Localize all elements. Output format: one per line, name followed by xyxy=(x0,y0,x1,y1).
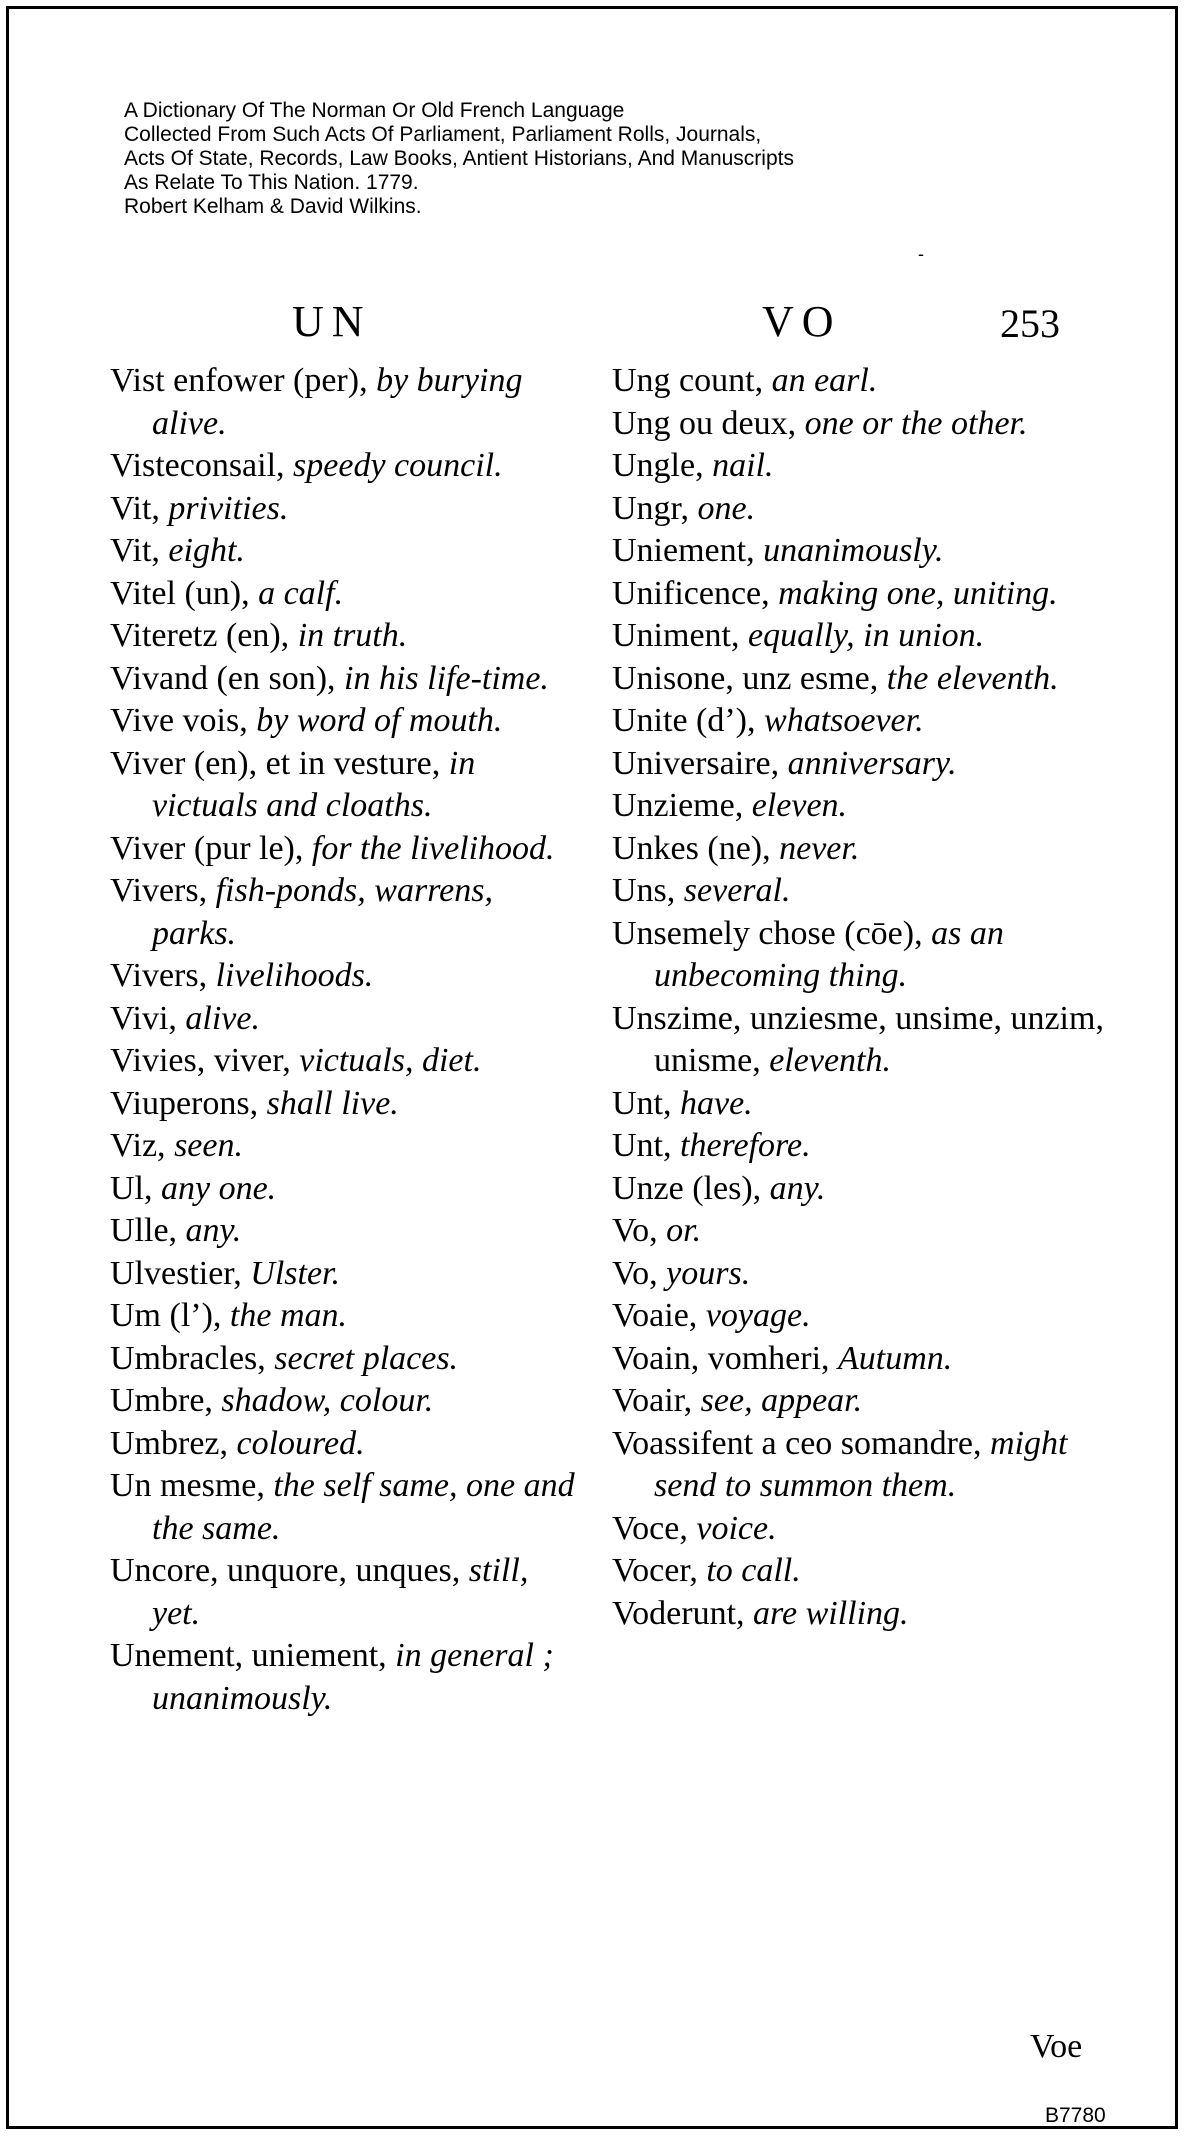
definition: see, appear. xyxy=(700,1382,863,1419)
dictionary-entry xyxy=(110,658,580,701)
definition: whatsoever. xyxy=(764,702,924,739)
dictionary-entry xyxy=(612,403,1112,446)
definition: an earl. xyxy=(771,362,878,399)
dictionary-entry xyxy=(612,1168,1112,1211)
running-head-right: VO xyxy=(762,297,842,346)
dictionary-entry xyxy=(110,1253,580,1296)
header-line: Acts Of State, Records, Law Books, Antient Historians, And Manuscripts xyxy=(124,147,794,170)
dictionary-entry xyxy=(110,743,580,828)
definition: by word of mouth. xyxy=(256,702,503,739)
dictionary-entry xyxy=(110,998,580,1041)
dictionary-entry xyxy=(110,1635,580,1720)
definition: coloured. xyxy=(236,1424,365,1462)
definition: shadow, colour. xyxy=(221,1382,434,1419)
headword: Universaire, xyxy=(612,744,788,782)
dictionary-entry xyxy=(110,828,580,871)
left-column xyxy=(110,360,580,1720)
definition: making one, uniting. xyxy=(778,574,1058,612)
headword: Unt, xyxy=(612,1084,680,1122)
headword: Unkes (ne), xyxy=(612,829,780,867)
headword: Viteretz (en), xyxy=(110,617,298,654)
header-line: As Relate To This Nation. 1779. xyxy=(124,171,419,194)
dictionary-entry xyxy=(612,743,1112,786)
headword: Ulle, xyxy=(110,1212,186,1249)
headword: Voce, xyxy=(612,1509,697,1547)
dictionary-entry xyxy=(110,1210,580,1253)
headword: Um (l’), xyxy=(110,1297,230,1334)
headword: Vist enfower (per), xyxy=(110,362,377,399)
dictionary-entry xyxy=(110,1040,580,1083)
dictionary-entry xyxy=(110,530,580,573)
headword: Uniement, xyxy=(612,532,764,569)
dictionary-entry xyxy=(110,955,580,998)
headword: Viver (en), et in vesture, xyxy=(110,744,449,782)
definition: alive. xyxy=(185,999,260,1037)
definition: or. xyxy=(666,1212,702,1249)
headword: Vivers, xyxy=(110,872,216,909)
dictionary-entry xyxy=(612,998,1112,1083)
dictionary-entry xyxy=(110,488,580,531)
definition: secret places. xyxy=(274,1339,459,1377)
right-column xyxy=(612,360,1112,1635)
definition: Ulster. xyxy=(250,1254,341,1292)
headword: Vivand (en son), xyxy=(110,659,345,697)
definition: livelihoods. xyxy=(215,957,374,994)
dictionary-entry xyxy=(612,530,1112,573)
headword: Umbrez, xyxy=(110,1424,237,1462)
headword: Uniment, xyxy=(612,617,748,654)
dictionary-entry xyxy=(110,1168,580,1211)
definition: might send to summon them. xyxy=(654,1424,1068,1504)
definition: in truth. xyxy=(297,617,408,654)
definition: any. xyxy=(769,1169,826,1207)
headword: Voassifent a ceo somandre, xyxy=(612,1424,990,1462)
headword: Vivi, xyxy=(110,999,186,1037)
headword: Visteconsail, xyxy=(110,447,294,484)
definition: voyage. xyxy=(705,1297,811,1334)
headword: Ungle, xyxy=(612,447,713,484)
definition: in his life-time. xyxy=(344,659,549,697)
dictionary-entry xyxy=(110,615,580,658)
dictionary-entry xyxy=(612,488,1112,531)
definition: in victuals and cloaths. xyxy=(152,744,476,824)
definition: eleventh. xyxy=(769,1042,891,1079)
dictionary-entry xyxy=(110,1550,580,1635)
headword: Vocer, xyxy=(612,1552,707,1589)
dictionary-entry xyxy=(612,785,1112,828)
definition: fish-ponds, warrens, parks. xyxy=(152,872,493,952)
dictionary-entry xyxy=(612,1593,1112,1636)
definition: eight. xyxy=(168,532,245,569)
running-head-left: UN xyxy=(292,297,372,346)
dictionary-entry xyxy=(612,1083,1112,1126)
dictionary-entry xyxy=(110,870,580,955)
definition: any one. xyxy=(161,1169,277,1207)
dictionary-entry xyxy=(612,1210,1112,1253)
dictionary-entry xyxy=(612,913,1112,998)
headword: Vivies, viver, xyxy=(110,1042,300,1079)
dictionary-entry xyxy=(612,700,1112,743)
definition: in general ; unanimously. xyxy=(152,1637,554,1717)
definition: unanimously. xyxy=(763,532,944,569)
dictionary-entry xyxy=(612,828,1112,871)
definition: the eleventh. xyxy=(886,659,1059,697)
definition: privities. xyxy=(168,489,289,527)
definition: for the livelihood. xyxy=(311,829,555,867)
headword: Un mesme, xyxy=(110,1467,274,1504)
dictionary-entry xyxy=(612,573,1112,616)
dictionary-entry xyxy=(612,1508,1112,1551)
headword: Vo, xyxy=(612,1254,667,1292)
headword: Voair, xyxy=(612,1382,701,1419)
header-line: Robert Kelham & David Wilkins. xyxy=(124,195,422,218)
dictionary-entry xyxy=(612,1125,1112,1168)
definition: have. xyxy=(680,1084,753,1122)
headword: Viz, xyxy=(110,1127,175,1164)
definition: a calf. xyxy=(258,574,344,612)
dictionary-entry xyxy=(612,445,1112,488)
definition: shall live. xyxy=(266,1084,399,1122)
dictionary-entry xyxy=(110,1465,580,1550)
dictionary-entry xyxy=(110,573,580,616)
definition: equally, in union. xyxy=(747,617,985,654)
headword: Ulvestier, xyxy=(110,1254,251,1292)
document-code: B7780 xyxy=(1045,2104,1106,2127)
definition: by burying alive. xyxy=(152,362,523,442)
dictionary-entry xyxy=(612,1423,1112,1508)
headword: Ung count, xyxy=(612,362,772,399)
stray-mark: - xyxy=(918,244,924,264)
dictionary-entry xyxy=(612,1380,1112,1423)
headword: Unificence, xyxy=(612,574,779,612)
header-line: A Dictionary Of The Norman Or Old French Language xyxy=(124,99,625,122)
definition: eleven. xyxy=(751,787,848,824)
page-number: 253 xyxy=(1000,301,1060,346)
headword: Vivers, xyxy=(110,957,216,994)
headword: Unze (les), xyxy=(612,1169,770,1207)
dictionary-entry xyxy=(110,1423,580,1466)
definition: victuals, diet. xyxy=(299,1042,482,1079)
definition: never. xyxy=(779,829,860,867)
headword: Vit, xyxy=(110,489,169,527)
catchword: Voe xyxy=(1030,2028,1083,2065)
dictionary-entry xyxy=(110,1083,580,1126)
dictionary-entry xyxy=(110,445,580,488)
definition: seen. xyxy=(174,1127,243,1164)
dictionary-entry xyxy=(612,658,1112,701)
definition: voice. xyxy=(696,1509,777,1547)
dictionary-entry xyxy=(612,1295,1112,1338)
definition: several. xyxy=(683,872,791,909)
headword: Unsemely chose (cōe), xyxy=(612,914,932,952)
definition: one. xyxy=(697,489,756,527)
header-line: Collected From Such Acts Of Parliament, Parliament Rolls, Journals, xyxy=(124,123,762,146)
headword: Vive vois, xyxy=(110,702,257,739)
document-header xyxy=(124,99,1024,219)
headword: Unisone, unz esme, xyxy=(612,659,887,697)
headword: Voain, vomheri, xyxy=(612,1339,839,1377)
headword: Vo, xyxy=(612,1212,667,1249)
definition: the man. xyxy=(229,1297,348,1334)
definition: one or the other. xyxy=(804,404,1028,442)
definition: still, yet. xyxy=(152,1552,529,1632)
dictionary-entry xyxy=(612,1550,1112,1593)
dictionary-entry xyxy=(110,1295,580,1338)
headword: Voderunt, xyxy=(612,1594,754,1632)
headword: Viuperons, xyxy=(110,1084,267,1122)
headword: Viver (pur le), xyxy=(110,829,312,867)
definition: as an unbecoming thing. xyxy=(654,914,1004,994)
dictionary-entry xyxy=(612,360,1112,403)
definition: the self same, one and the same. xyxy=(152,1467,575,1547)
dictionary-entry xyxy=(612,1253,1112,1296)
definition: therefore. xyxy=(680,1127,811,1164)
dictionary-entry xyxy=(110,1338,580,1381)
dictionary-entry xyxy=(612,1338,1112,1381)
headword: Unt, xyxy=(612,1127,680,1164)
headword: Vit, xyxy=(110,532,169,569)
definition: to call. xyxy=(706,1552,801,1589)
dictionary-entry xyxy=(110,1125,580,1168)
headword: Ungr, xyxy=(612,489,698,527)
dictionary-entry xyxy=(110,700,580,743)
headword: Unzieme, xyxy=(612,787,752,824)
headword: Uncore, unquore, unques, xyxy=(110,1552,469,1589)
headword: Uns, xyxy=(612,872,684,909)
dictionary-entry xyxy=(110,360,580,445)
definition: nail. xyxy=(712,447,774,484)
headword: Unement, uniement, xyxy=(110,1637,396,1674)
dictionary-entry xyxy=(110,1380,580,1423)
headword: Voaie, xyxy=(612,1297,706,1334)
headword: Vitel (un), xyxy=(110,574,259,612)
definition: Autumn. xyxy=(838,1339,953,1377)
dictionary-entry xyxy=(612,615,1112,658)
definition: yours. xyxy=(666,1254,751,1292)
headword: Umbre, xyxy=(110,1382,222,1419)
dictionary-entry xyxy=(612,870,1112,913)
definition: are willing. xyxy=(753,1594,909,1632)
definition: any. xyxy=(185,1212,242,1249)
definition: speedy council. xyxy=(293,447,503,484)
headword: Unite (d’), xyxy=(612,702,765,739)
definition: anniversary. xyxy=(787,744,957,782)
headword: Ung ou deux, xyxy=(612,404,805,442)
headword: Umbracles, xyxy=(110,1339,275,1377)
headword: Ul, xyxy=(110,1169,161,1207)
headword: Unszime, unziesme, unsime, unzim, unisme, xyxy=(612,999,1104,1079)
